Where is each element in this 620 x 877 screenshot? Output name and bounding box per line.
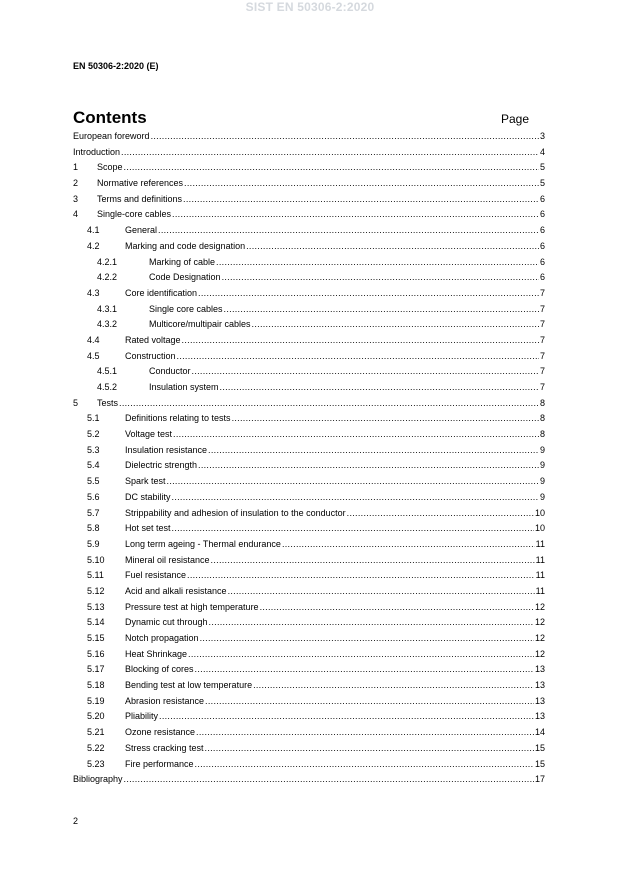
- toc-entry-page: 12: [534, 601, 545, 612]
- toc-dot-leader: [208, 443, 539, 459]
- watermark: SIST EN 50306-2:2020: [245, 0, 375, 14]
- toc-entry-number: 5.1: [87, 413, 100, 424]
- toc-dot-leader: [177, 349, 539, 365]
- toc-entry[interactable]: [73, 584, 545, 600]
- toc-entry[interactable]: [73, 631, 545, 647]
- toc-entry[interactable]: [73, 223, 545, 239]
- toc-dot-leader: [172, 521, 534, 537]
- toc-dot-leader: [195, 757, 534, 773]
- toc-entry-number: 5.2: [87, 429, 100, 440]
- toc-entry[interactable]: [73, 694, 545, 710]
- toc-entry-page: 5: [539, 178, 545, 189]
- toc-dot-leader: [347, 506, 534, 522]
- toc-entry[interactable]: [73, 176, 545, 192]
- toc-entry-page: 15: [534, 758, 545, 769]
- toc-dot-leader: [252, 317, 539, 333]
- toc-dot-leader: [195, 662, 534, 678]
- toc-entry-page: 6: [539, 193, 545, 204]
- toc-entry-title: Introduction: [73, 146, 121, 157]
- toc-entry[interactable]: [73, 317, 545, 333]
- toc-entry-number: 5.15: [87, 633, 105, 643]
- toc-entry-page: 11: [535, 538, 545, 549]
- toc-dot-leader: [220, 380, 539, 396]
- toc-entry-page: 8: [539, 429, 545, 440]
- toc-entry-page: 6: [539, 256, 545, 267]
- toc-dot-leader: [246, 239, 539, 255]
- toc-entry[interactable]: [73, 364, 545, 380]
- toc-entry-page: 7: [539, 350, 545, 361]
- toc-entry-page: 12: [534, 617, 545, 628]
- toc-entry[interactable]: [73, 396, 545, 412]
- toc-entry-page: 7: [539, 319, 545, 330]
- toc-dot-leader: [188, 647, 534, 663]
- toc-entry-title: Fuel resistance: [125, 570, 187, 581]
- toc-entry[interactable]: [73, 647, 545, 663]
- toc-entry-number: 5.20: [87, 711, 105, 722]
- toc-entry-number: 5.10: [87, 554, 105, 565]
- toc-entry[interactable]: [73, 192, 545, 208]
- toc-entry[interactable]: [73, 207, 545, 223]
- toc-entry[interactable]: [73, 709, 545, 725]
- toc-dot-leader: [198, 286, 539, 302]
- toc-entry-page: 8: [539, 413, 545, 424]
- toc-dot-leader: [184, 176, 539, 192]
- toc-dot-leader: [260, 600, 534, 616]
- toc-entry[interactable]: [73, 286, 545, 302]
- toc-entry-page: 3: [539, 131, 545, 141]
- toc-dot-leader: [192, 364, 539, 380]
- toc-entry-page: 7: [539, 303, 545, 314]
- toc-dot-leader: [151, 129, 539, 145]
- toc-entry-number: 5.11: [87, 570, 104, 581]
- toc-entry-title: DC stability: [125, 491, 171, 502]
- toc-dot-leader: [205, 694, 534, 710]
- toc-entry-number: 5.13: [87, 601, 105, 612]
- toc-entry-number: 5.4: [87, 460, 100, 471]
- toc-entry-title: Abrasion resistance: [125, 695, 205, 706]
- toc-entry-page: 4: [539, 146, 545, 157]
- toc-dot-leader: [253, 678, 534, 694]
- toc-entry-title: Multicore/multipair cables: [149, 319, 251, 330]
- toc-entry-number: 4.1: [87, 225, 100, 236]
- toc-entry-title: Bibliography: [73, 774, 123, 785]
- toc-entry-page: 11: [535, 585, 545, 596]
- toc-entry-title: Hot set test: [125, 523, 171, 534]
- toc-entry-page: 7: [539, 334, 545, 345]
- toc-entry-title: Definitions relating to tests: [125, 413, 231, 424]
- toc-entry-page: 7: [539, 366, 545, 377]
- toc-dot-leader: [232, 411, 539, 427]
- toc-entry-page: 17: [534, 774, 545, 785]
- toc-dot-leader: [173, 427, 539, 443]
- toc-entry-page: 11: [535, 554, 545, 565]
- toc-entry[interactable]: [73, 427, 545, 443]
- toc-entry[interactable]: [73, 615, 545, 631]
- toc-dot-leader: [121, 145, 539, 161]
- toc-dot-leader: [182, 333, 539, 349]
- toc-entry[interactable]: [73, 600, 545, 616]
- toc-dot-leader: [228, 584, 535, 600]
- toc-entry-title: Mineral oil resistance: [125, 554, 210, 565]
- toc-entry-title: Rated voltage: [125, 334, 181, 345]
- toc-entry-title: Blocking of cores: [125, 664, 194, 675]
- toc-entry-title: Core identification: [125, 287, 198, 298]
- toc-entry[interactable]: [73, 662, 545, 678]
- toc-dot-leader: [124, 772, 534, 788]
- toc-entry-title: Pliability: [125, 711, 159, 722]
- toc-entry-page: 5: [539, 162, 545, 173]
- toc-entry[interactable]: [73, 772, 545, 788]
- toc-entry-page: 12: [534, 633, 545, 643]
- toc-dot-leader: [172, 207, 539, 223]
- toc-entry-page: 11: [535, 570, 545, 581]
- toc-dot-leader: [205, 741, 534, 757]
- toc-entry[interactable]: [73, 239, 545, 255]
- toc-entry-title: Acid and alkali resistance: [125, 585, 227, 596]
- toc-entry-number: 5.21: [87, 727, 105, 738]
- toc-entry[interactable]: [73, 160, 545, 176]
- toc-entry[interactable]: [73, 474, 545, 490]
- toc-entry-number: 4.2.2: [97, 272, 118, 283]
- toc-entry-title: Ozone resistance: [125, 727, 196, 738]
- toc-entry-title: Strippability and adhesion of insulation to the conductor: [125, 507, 346, 518]
- toc-entry[interactable]: [73, 458, 545, 474]
- toc-entry-number: 4.2.1: [97, 256, 118, 267]
- toc-entry-page: 9: [539, 476, 545, 487]
- toc-entry-title: Dynamic cut through: [125, 617, 208, 628]
- toc-dot-leader: [158, 223, 539, 239]
- toc-entry-number: 5.18: [87, 680, 105, 691]
- toc-entry-title: Insulation resistance: [125, 444, 208, 455]
- toc-entry-title: Code Designation: [149, 272, 221, 283]
- toc-entry-title: Marking of cable: [149, 256, 216, 267]
- toc-entry-page: 13: [534, 664, 545, 675]
- toc-entry[interactable]: [73, 129, 545, 145]
- toc-entry[interactable]: [73, 506, 545, 522]
- toc-entry-title: Dielectric strength: [125, 460, 198, 471]
- toc-entry-title: Marking and code designation: [125, 240, 246, 251]
- toc-entry[interactable]: [73, 333, 545, 349]
- toc-entry-title: Single core cables: [149, 303, 223, 314]
- toc-entry-title: Fire performance: [125, 758, 194, 769]
- toc-entry[interactable]: [73, 349, 545, 365]
- toc-entry-page: 10: [534, 507, 545, 518]
- toc-entry-title: General: [125, 225, 158, 236]
- toc-entry-number: 4.3.1: [97, 303, 118, 314]
- toc-entry-page: 15: [534, 742, 545, 753]
- toc-entry-number: 4.5.2: [97, 382, 118, 392]
- toc-entry-title: Scope: [97, 162, 123, 173]
- toc-entry-title: Stress cracking test: [125, 742, 204, 753]
- toc-dot-leader: [211, 553, 535, 569]
- toc-dot-leader: [167, 474, 539, 490]
- toc-entry[interactable]: [73, 678, 545, 694]
- toc-entry-number: 4.3: [87, 287, 100, 298]
- toc-entry-page: 14: [534, 727, 545, 738]
- toc-entry-number: 5.5: [87, 476, 100, 487]
- toc-entry-title: Long term ageing - Thermal endurance: [125, 538, 281, 549]
- toc-entry-title: Construction: [125, 350, 176, 361]
- toc-entry-number: 4.5.1: [97, 366, 118, 377]
- toc-entry-title: Insulation system: [149, 382, 219, 392]
- toc-entry-title: Spark test: [125, 476, 166, 487]
- toc-entry-page: 10: [534, 523, 545, 534]
- toc-entry-number: 5: [73, 397, 79, 408]
- document-id: EN 50306-2:2020 (E): [73, 61, 159, 71]
- toc-entry[interactable]: [73, 568, 545, 584]
- toc-entry[interactable]: [73, 443, 545, 459]
- page-column-header: Page: [501, 112, 530, 126]
- toc-entry[interactable]: [73, 411, 545, 427]
- toc-dot-leader: [224, 302, 539, 318]
- toc-entry-page: 9: [539, 460, 545, 471]
- toc-dot-leader: [216, 255, 539, 271]
- toc-entry-page: 6: [539, 240, 545, 251]
- toc-entry-number: 5.14: [87, 617, 105, 628]
- toc-dot-leader: [124, 160, 539, 176]
- table-of-contents: [73, 129, 545, 788]
- toc-dot-leader: [183, 192, 539, 208]
- toc-entry-number: 5.12: [87, 585, 105, 596]
- toc-entry-number: 5.9: [87, 538, 100, 549]
- toc-dot-leader: [196, 725, 534, 741]
- toc-entry[interactable]: [73, 553, 545, 569]
- toc-entry[interactable]: [73, 145, 545, 161]
- toc-dot-leader: [282, 537, 535, 553]
- toc-entry-number: 5.22: [87, 742, 105, 753]
- toc-entry[interactable]: [73, 302, 545, 318]
- toc-entry-number: 5.19: [87, 695, 105, 706]
- toc-entry-number: 4.2: [87, 240, 100, 251]
- toc-entry-title: Single-core cables: [97, 209, 172, 220]
- toc-entry-number: 5.8: [87, 523, 100, 534]
- contents-title: Contents: [73, 108, 147, 127]
- toc-entry[interactable]: [73, 380, 545, 396]
- toc-entry[interactable]: [73, 255, 545, 271]
- toc-entry-title: European foreword: [73, 131, 150, 141]
- toc-entry-number: 3: [73, 193, 79, 204]
- toc-entry-number: 2: [73, 178, 79, 189]
- toc-entry[interactable]: [73, 490, 545, 506]
- toc-entry-number: 5.7: [87, 507, 100, 518]
- toc-entry-page: 7: [539, 382, 545, 392]
- toc-entry-page: 8: [539, 397, 545, 408]
- toc-entry-number: 5.17: [87, 664, 105, 675]
- toc-entry-title: Bending test at low temperature: [125, 680, 253, 691]
- toc-entry-number: 5.16: [87, 648, 105, 659]
- toc-entry-page: 6: [539, 272, 545, 283]
- toc-dot-leader: [159, 709, 534, 725]
- toc-dot-leader: [187, 568, 535, 584]
- toc-entry-page: 13: [534, 695, 545, 706]
- toc-entry-page: 6: [539, 209, 545, 220]
- toc-entry-number: 4.5: [87, 350, 100, 361]
- toc-entry-title: Voltage test: [125, 429, 173, 440]
- toc-entry-page: 7: [539, 287, 545, 298]
- toc-entry-number: 5.3: [87, 444, 100, 455]
- toc-entry-page: 6: [539, 225, 545, 236]
- toc-entry[interactable]: [73, 725, 545, 741]
- toc-entry-number: 4: [73, 209, 79, 220]
- toc-entry-page: 9: [539, 491, 545, 502]
- toc-dot-leader: [222, 270, 539, 286]
- toc-entry-page: 12: [534, 648, 545, 659]
- toc-entry-title: Pressure test at high temperature: [125, 601, 259, 612]
- toc-entry-number: 5.6: [87, 491, 100, 502]
- toc-entry[interactable]: [73, 270, 545, 286]
- page-number: 2: [73, 816, 79, 826]
- toc-entry-number: 4.4: [87, 334, 100, 345]
- toc-dot-leader: [198, 458, 539, 474]
- toc-entry-number: 4.3.2: [97, 319, 118, 330]
- toc-dot-leader: [119, 396, 539, 412]
- toc-entry[interactable]: [73, 741, 545, 757]
- toc-entry-title: Tests: [97, 397, 119, 408]
- toc-dot-leader: [200, 631, 534, 647]
- toc-dot-leader: [209, 615, 534, 631]
- toc-entry-title: Notch propagation: [125, 633, 199, 643]
- toc-entry-page: 9: [539, 444, 545, 455]
- toc-entry[interactable]: [73, 537, 545, 553]
- toc-entry-page: 13: [534, 711, 545, 722]
- toc-entry-number: 1: [73, 162, 79, 173]
- toc-entry-title: Conductor: [149, 366, 191, 377]
- toc-entry-title: Terms and definitions: [97, 193, 183, 204]
- toc-entry[interactable]: [73, 757, 545, 773]
- toc-entry-title: Heat Shrinkage: [125, 648, 188, 659]
- toc-entry-page: 13: [534, 680, 545, 691]
- toc-dot-leader: [172, 490, 539, 506]
- toc-entry-title: Normative references: [97, 178, 184, 189]
- toc-entry[interactable]: [73, 521, 545, 537]
- toc-entry-number: 5.23: [87, 758, 105, 769]
